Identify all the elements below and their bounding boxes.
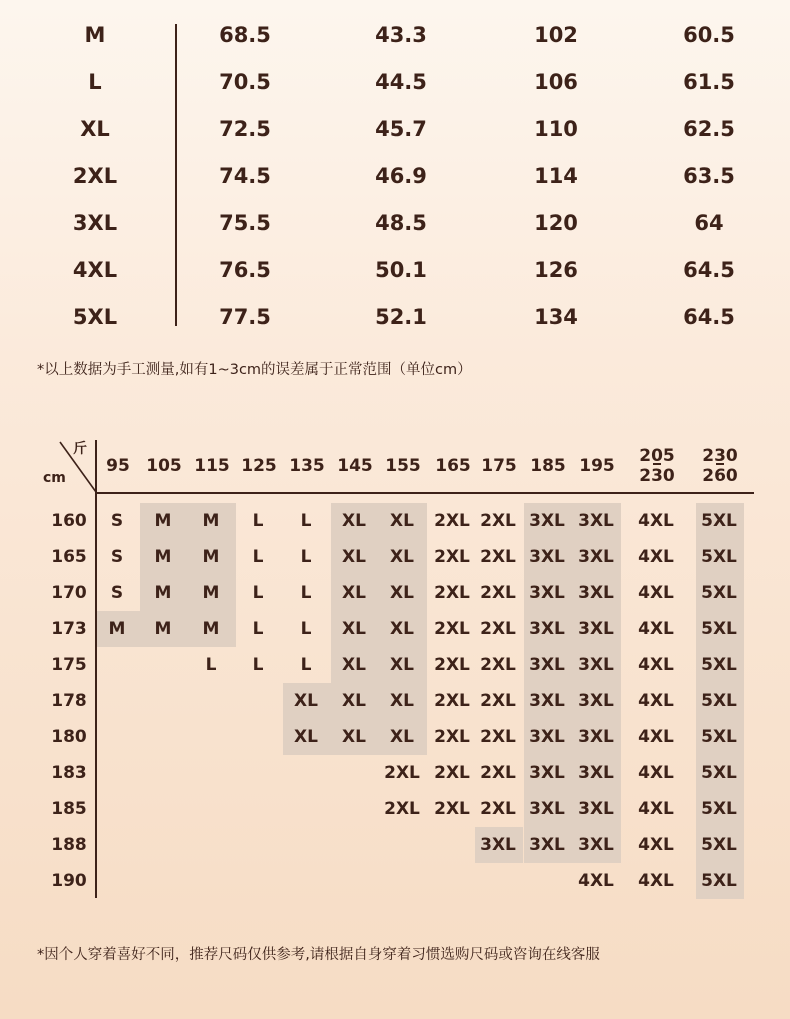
size-cell: M [202,511,220,531]
measurement-value: 106 [534,70,578,94]
size-cell: 2XL [384,763,420,783]
height-label: 160 [51,511,87,531]
size-cell: L [300,655,312,675]
size-cell: L [300,583,312,603]
size-cell: S [110,511,124,531]
size-cell: 4XL [638,547,674,567]
size-cell: 3XL [529,763,565,783]
weight-header: 175 [481,456,517,476]
size-cell: L [252,547,264,567]
weight-range-top: 230 [702,446,738,466]
size-cell: 5XL [701,511,737,531]
measurement-value: 102 [534,23,578,47]
size-cell: XL [342,619,366,639]
size-cell: XL [342,583,366,603]
size-cell: M [202,619,220,639]
height-label: 175 [51,655,87,675]
size-cell: 2XL [480,691,516,711]
size-cell: L [300,619,312,639]
size-cell: XL [390,583,414,603]
size-label: 5XL [72,305,118,329]
size-cell: 3XL [578,655,614,675]
size-cell: 5XL [701,871,737,891]
size-cell: 5XL [701,583,737,603]
size-cell: 2XL [480,619,516,639]
size-cell: 4XL [638,763,674,783]
size-cell: XL [342,727,366,747]
size-cell: 3XL [578,691,614,711]
size-cell: 2XL [434,619,470,639]
weight-header: 135 [289,456,325,476]
measurement-value: 74.5 [219,164,271,188]
size-cell: 2XL [480,655,516,675]
size-cell: 5XL [701,763,737,783]
size-cell: L [252,655,264,675]
size-cell: XL [342,655,366,675]
measurement-value: 44.5 [375,70,427,94]
size-cell: XL [390,511,414,531]
size-cell: XL [342,511,366,531]
measurement-value: 64.5 [683,258,735,282]
size-cell: 5XL [701,727,737,747]
size-cell: 3XL [529,691,565,711]
size-cell: 2XL [434,799,470,819]
size-cell: XL [390,547,414,567]
weight-header: 155 [385,456,421,476]
measurement-value: 75.5 [219,211,271,235]
size-cell: 3XL [578,547,614,567]
weight-header: 125 [241,456,277,476]
measurement-value: 70.5 [219,70,271,94]
height-label: 188 [51,835,87,855]
size-cell: 4XL [638,871,674,891]
weight-header: 195 [579,456,615,476]
size-cell: 3XL [529,727,565,747]
size-cell: L [252,619,264,639]
height-label: 165 [51,547,87,567]
size-cell: M [154,619,172,639]
size-cell: 2XL [480,511,516,531]
measurement-value: 63.5 [683,164,735,188]
height-unit-label: cm [43,470,66,486]
weight-header: 105 [146,456,182,476]
measurement-value: 50.1 [375,258,427,282]
weight-range-top: 205 [639,446,675,466]
header-divider [95,492,754,494]
size-cell: 2XL [434,691,470,711]
size-label: XL [80,117,110,141]
size-cell: XL [294,691,318,711]
measurement-value: 46.9 [375,164,427,188]
size-cell: XL [342,547,366,567]
measurement-value: 64 [694,211,724,235]
size-cell: 4XL [638,835,674,855]
size-cell: 2XL [480,799,516,819]
size-cell: L [300,547,312,567]
weight-header: 145 [337,456,373,476]
size-cell: L [300,511,312,531]
weight-unit-label: 斤 [73,441,87,457]
size-cell: L [252,583,264,603]
height-label: 185 [51,799,87,819]
size-cell: 3XL [529,583,565,603]
size-cell: 2XL [480,763,516,783]
size-cell: XL [390,619,414,639]
size-cell: 3XL [529,835,565,855]
size-cell: 4XL [638,691,674,711]
measurement-value: 72.5 [219,117,271,141]
size-cell: 2XL [434,655,470,675]
size-cell: 3XL [529,511,565,531]
size-cell: XL [294,727,318,747]
size-cell: 2XL [434,583,470,603]
size-cell: XL [390,691,414,711]
size-cell: 3XL [578,835,614,855]
weight-header: 95 [106,456,130,476]
size-cell: M [108,619,126,639]
size-cell: 2XL [434,727,470,747]
size-label: M [84,23,106,47]
size-cell: 4XL [638,583,674,603]
size-cell: M [202,583,220,603]
weight-header: 165 [435,456,471,476]
size-cell: 4XL [638,655,674,675]
size-cell: 2XL [434,547,470,567]
size-cell: 3XL [578,727,614,747]
measurement-value: 110 [534,117,578,141]
measurement-value: 77.5 [219,305,271,329]
weight-header: 115 [194,456,230,476]
size-cell: 2XL [434,511,470,531]
size-cell: 3XL [529,799,565,819]
size-cell: 5XL [701,655,737,675]
size-cell: M [154,583,172,603]
height-label: 178 [51,691,87,711]
size-cell: M [154,547,172,567]
size-cell: 5XL [701,691,737,711]
size-cell: 4XL [638,511,674,531]
size-label: 2XL [72,164,118,188]
size-cell: 3XL [480,835,516,855]
size-cell: M [154,511,172,531]
size-chart-note: *因个人穿着喜好不同，推荐尺码仅供参考,请根据自身穿着习惯选购尺码或咨询在线客服 [37,947,600,963]
size-cell: 3XL [578,799,614,819]
measurement-value: 43.3 [375,23,427,47]
size-cell: 3XL [578,619,614,639]
size-cell: 2XL [480,583,516,603]
size-cell: M [202,547,220,567]
size-cell: 2XL [480,547,516,567]
measurement-value: 126 [534,258,578,282]
weight-range-bottom: 260 [702,466,738,486]
measurement-value: 114 [534,164,578,188]
height-label: 173 [51,619,87,639]
measurement-note: *以上数据为手工测量,如有1~3cm的误差属于正常范围（单位cm） [37,362,472,378]
measurement-value: 134 [534,305,578,329]
size-cell: L [252,511,264,531]
size-label: L [88,70,102,94]
size-label: 4XL [72,258,118,282]
size-cell: XL [342,691,366,711]
size-cell: 4XL [638,619,674,639]
size-cell: 3XL [529,655,565,675]
measurement-value: 52.1 [375,305,427,329]
size-cell: 5XL [701,835,737,855]
size-cell: 3XL [578,511,614,531]
height-label: 190 [51,871,87,891]
size-cell: 2XL [480,727,516,747]
size-cell: 5XL [701,547,737,567]
size-cell: 4XL [638,799,674,819]
measurement-value: 45.7 [375,117,427,141]
size-cell: L [205,655,217,675]
size-cell: XL [390,655,414,675]
size-cell: 3XL [578,583,614,603]
weight-range-header [692,446,748,486]
measurement-value: 64.5 [683,305,735,329]
size-cell: XL [390,727,414,747]
size-cell: S [110,583,124,603]
height-label: 183 [51,763,87,783]
size-cell: 3XL [529,547,565,567]
size-cell: 3XL [529,619,565,639]
height-label: 170 [51,583,87,603]
weight-range-bottom: 230 [639,466,675,486]
size-cell: 4XL [578,871,614,891]
size-cell: 5XL [701,799,737,819]
size-cell: 2XL [434,763,470,783]
size-cell: 2XL [384,799,420,819]
size-cell: S [110,547,124,567]
measurement-value: 62.5 [683,117,735,141]
size-cell: 3XL [578,763,614,783]
weight-header: 185 [530,456,566,476]
measurement-value: 48.5 [375,211,427,235]
measurement-value: 68.5 [219,23,271,47]
measurement-value: 120 [534,211,578,235]
size-cell: 4XL [638,727,674,747]
measurement-value: 60.5 [683,23,735,47]
height-label: 180 [51,727,87,747]
size-label: 3XL [72,211,118,235]
measurement-value: 61.5 [683,70,735,94]
measurement-value: 76.5 [219,258,271,282]
size-cell: 5XL [701,619,737,639]
weight-range-header [629,446,685,486]
